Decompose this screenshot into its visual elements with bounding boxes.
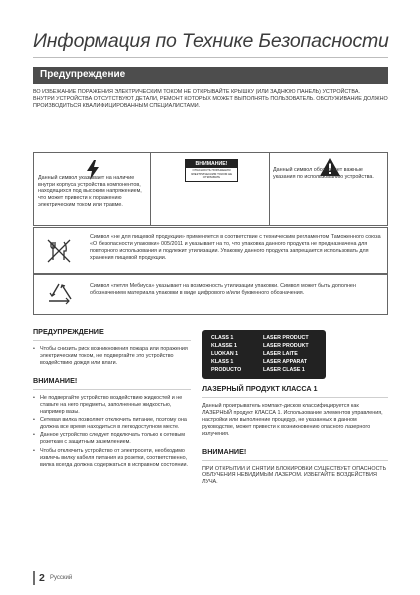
laser-label-class: CLASS 1 (211, 335, 234, 341)
list-item: • Чтобы отключить устройство от электросети, необходимо извлечь вилку кабеля питания из розетки, соответственно, вилка всегда должна содержаться в исправном состоянии. (33, 448, 191, 469)
caution-right-text: Данный символ обозначает важные указания по использованию устройства. (273, 167, 374, 180)
section-banner-label: Предупреждение (40, 69, 126, 80)
right-heading-rule (202, 397, 388, 398)
laser-label-desc: LASER PRODUCT (263, 335, 309, 341)
laser-label-class: KLASS 1 (211, 359, 234, 366)
page-language: Русский (50, 575, 73, 581)
not-for-food-icon (45, 237, 73, 265)
footer-marker (33, 571, 35, 585)
laser-label-row (211, 358, 323, 366)
caution-label-subtext: ОПАСНОСТЬ ПОРАЖЕНИЯ ЭЛЕКТРИЧЕСКИМ ТОКОМ НЕ ОТКРЫВАТЬ (190, 168, 233, 180)
laser-label-desc: LASER PRODUKT (263, 343, 309, 350)
intro-line-1: ВО ИЗБЕЖАНИЕ ПОРАЖЕНИЯ ЭЛЕКТРИЧЕСКИМ ТОКОМ НЕ ОТКРЫВАЙТЕ КРЫШКУ (ИЛИ ЗАДНЮЮ ПАНЕЛЬ) УСТРОЙСТВА. (33, 89, 360, 95)
laser-label-desc: LASER CLASE 1 (263, 367, 305, 374)
caution-label-heading: ВНИМАНИЕ! (186, 160, 237, 168)
right-heading-rule-2 (202, 460, 388, 461)
laser-label-row (211, 350, 323, 358)
attention-bullets (33, 395, 191, 469)
left-column (33, 327, 191, 470)
mobius-symbol-row (33, 274, 388, 315)
laser-label-desc: LASER LAITE (263, 351, 298, 358)
caution-center-box (151, 152, 269, 226)
food-symbol-row (33, 227, 388, 274)
left-heading-rule-2 (33, 389, 191, 390)
section-banner (33, 67, 388, 84)
right-heading-laser: ЛАЗЕРНЫЙ ПРОДУКТ КЛАССА 1 (202, 384, 318, 393)
list-item: • Не подвергайте устройство воздействию жидкостей и не ставьте на него предметы, заполненные жидкостью, например вазы. (33, 395, 191, 416)
intro-text (33, 89, 388, 111)
laser-product-label (202, 330, 326, 379)
title-divider (33, 57, 388, 58)
laser-label-row (211, 334, 323, 342)
caution-left-text: Данный символ указывает на наличие внутри корпуса устройства компонентов, находящихся под высоким напряжением, что может привести к поражению электрическим током или травме. (38, 175, 142, 208)
laser-paragraph: Данный проигрыватель компакт-дисков классифицируется как ЛАЗЕРНЫЙ продукт КЛАССА 1. Использование элементов управления, настройки или выполнение процедур, не указанных в данном руководстве, может привести к возникновению опасного лазерного излучения. (202, 403, 383, 437)
page-number: 2 (39, 572, 45, 584)
left-heading-warning: ПРЕДУПРЕЖДЕНИЕ (33, 327, 104, 336)
list-item: • Чтобы снизить риск возникновения пожара или поражения электрическим током, не подвергайте это устройство воздействию дождя или влаги. (33, 346, 191, 367)
page-title: Информация по Технике Безопасности (33, 30, 389, 52)
laser-label-class: LUOKAN 1 (211, 351, 239, 358)
mobius-symbol-cell (34, 275, 82, 314)
laser-label-class: PRODUCTO (211, 367, 242, 374)
mobius-symbol-text: Символ «петля Мебиуса» указывает на возможность утилизации упаковки. Символ может быть дополнен обозначением материала упаковки в виде цифрового и/или буквенного обозначения. (90, 283, 356, 296)
warning-bullets (33, 346, 191, 367)
laser-label-row (211, 342, 323, 350)
right-column (202, 384, 388, 486)
intro-line-2: ВНУТРИ УСТРОЙСТВА ОТСУТСТВУЮТ ДЕТАЛИ, РЕМОНТ КОТОРЫХ МОЖЕТ ВЫПОЛНЯТЬ ПОЛЬЗОВАТЕЛЬ. ОБСЛУЖИВАНИЕ ДОЛЖНО ПРОИЗВОДИТЬСЯ КВАЛИФИЦИРОВАННЫМ СПЕЦИАЛИСТАМИ. (33, 96, 388, 110)
laser-label-class: KLASSE 1 (211, 343, 237, 350)
left-heading-rule (33, 340, 191, 341)
laser-label-grid (211, 334, 323, 374)
laser-label-row (211, 366, 323, 374)
list-item: • Сетевая вилка позволяет отключить питание, поэтому она должна все время находиться в легкодоступном месте. (33, 417, 191, 431)
caution-panel (33, 152, 388, 226)
left-heading-attention: ВНИМАНИЕ! (33, 375, 78, 385)
right-heading-attention: ВНИМАНИЕ! (202, 446, 247, 456)
laser-label-desc: LASER APPARAT (263, 359, 308, 366)
mobius-loop-icon (44, 281, 74, 309)
list-item: • Данное устройство следует подключать только к сетевым розеткам с защитным заземлением. (33, 432, 191, 446)
caution-left-box (33, 152, 151, 226)
food-symbol-cell (34, 228, 82, 273)
laser-warning-paragraph: ПРИ ОТКРЫТИИ И СНЯТИИ БЛОКИРОВКИ СУЩЕСТВУЕТ ОПАСНОСТЬ ОБЛУЧЕНИЯ НЕВИДИМЫМ ЛАЗЕРОМ. ИЗБЕГАЙТЕ ВОЗДЕЙСТВИЯ ЛУЧА. (202, 465, 387, 486)
food-symbol-text: Символ «не для пищевой продукции» применяется в соответствие с техническим регламентом Таможенного союза «О безопасности упаковки» 005/2011 и указывает на то, что упаковка данного продукта не предназначена для повторного использования и подлежит утилизации. Упаковку данного продукта запрещается использовать для хранения пищевой продукции. (90, 234, 381, 261)
caution-label (185, 159, 238, 182)
caution-right-box (269, 152, 388, 226)
